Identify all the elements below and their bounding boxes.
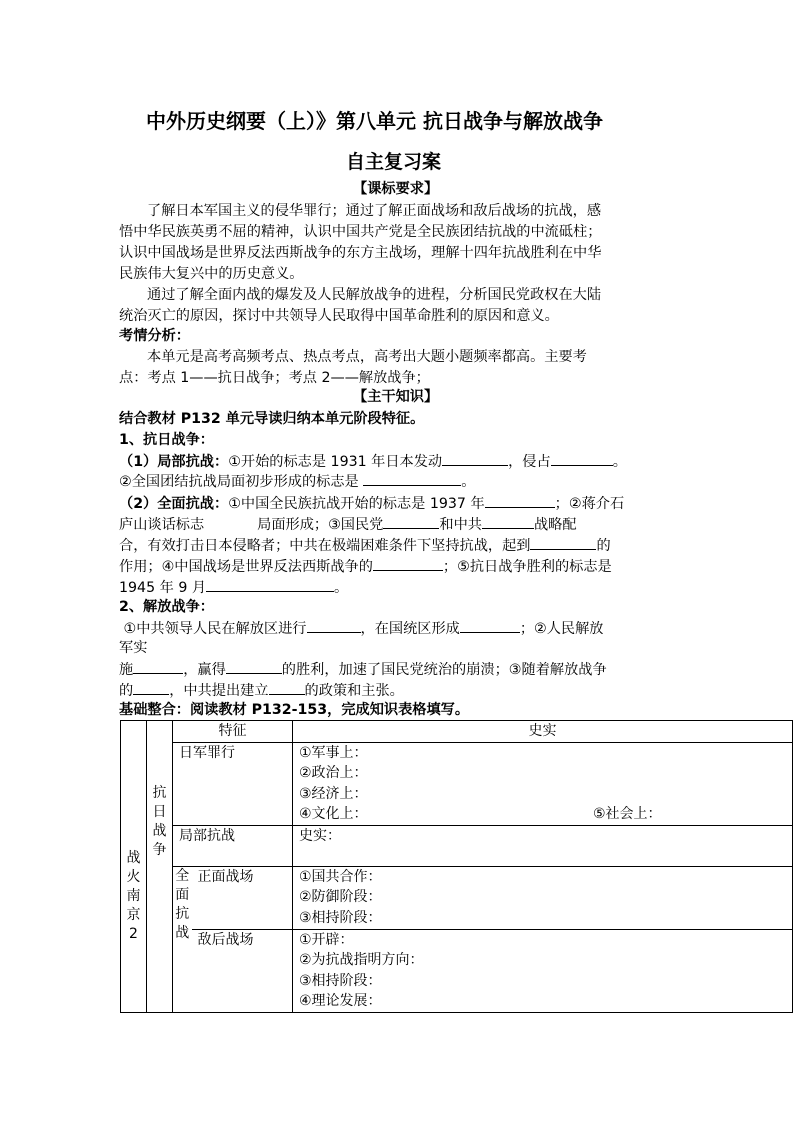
part1a-label: （1）局部抗战： <box>119 454 229 470</box>
table-header-facts: 史实 <box>293 721 793 743</box>
blank[interactable] <box>485 493 555 508</box>
section-heading-knowledge: 【主干知识】 <box>353 389 439 405</box>
blank[interactable] <box>307 618 361 633</box>
blank[interactable] <box>460 618 520 633</box>
blank[interactable] <box>133 659 183 674</box>
table-col-war: 抗 日 战 争 <box>147 742 173 1012</box>
blank[interactable] <box>482 514 534 529</box>
part1a-line-2: ②全国团结抗战局面初步形成的标志是 。 <box>119 471 475 493</box>
blank[interactable] <box>530 535 596 550</box>
table-header-feature: 特征 <box>173 721 293 743</box>
section-heading-standards: 【课标要求】 <box>353 181 439 197</box>
table-col-battle: 战 火 南 京 2 <box>121 721 147 1013</box>
standards-line-2: 悟中华民族英勇不屈的精神，认识中国共产党是全民族团结抗战的中流砥柱； <box>119 224 602 240</box>
part1b-line-5: 1945 年 9 月 。 <box>119 577 348 599</box>
table-cell-local: 史实： <box>293 825 793 866</box>
table-cell-front: ①国共合作： ②防御阶段： ③相持阶段： <box>293 866 793 929</box>
part2-heading: 2、解放战争： <box>119 599 214 615</box>
blank[interactable] <box>226 659 282 674</box>
part1a-line: （1）局部抗战：①开始的标志是 1931 年日本发动 ，侵占 。 <box>119 451 627 473</box>
table-label-front: 正面战场 <box>192 866 293 929</box>
standards-line-4: 民族伟大复兴中的历史意义。 <box>119 266 304 282</box>
table-label-local: 局部抗战 <box>173 825 293 866</box>
blank[interactable] <box>133 680 169 695</box>
table-col-full: 全 面 抗 战 <box>173 866 192 1012</box>
blank[interactable] <box>383 514 439 529</box>
standards-line-3: 认识中国战场是世界反法西斯战争的东方主战场，理解十四年抗战胜利在中华 <box>119 245 602 261</box>
page-title: 中外历史纲要（上）》第八单元 抗日战争与解放战争 <box>146 109 603 133</box>
table-cell-crimes: ①军事上： ②政治上： ③经济上： ④文化上： ⑤社会上： <box>293 742 793 825</box>
standards-line-1: 了解日本军国主义的侵华罪行；通过了解正面战场和敌后战场的抗战，感 <box>147 203 602 219</box>
table-cell-rear: ①开辟： ②为抗战指明方向： ③相持阶段： ④理论发展： <box>293 929 793 1012</box>
blank[interactable] <box>442 451 508 466</box>
blank[interactable] <box>206 577 334 592</box>
analysis-line-2: 点：考点 1——抗日战争；考点 2——解放战争； <box>119 370 430 386</box>
standards-line-5: 通过了解全面内战的爆发及人民解放战争的进程，分析国民党政权在大陆 <box>147 287 602 303</box>
part1b-line-3: 合，有效打击日本侵略者；中共在极端困难条件下坚持抗战，起到 的 <box>119 535 611 557</box>
table-blank-cell <box>147 721 173 743</box>
part1b-line-4: 作用；④中国战场是世界反法西斯战争的 ；⑤抗日战争胜利的标志是 <box>119 556 612 578</box>
knowledge-table <box>120 720 793 1013</box>
blank[interactable] <box>269 680 305 695</box>
table-label-crimes: 日军罪行 <box>173 742 293 825</box>
page-subtitle: 自主复习案 <box>346 151 442 173</box>
table-label-rear: 敌后战场 <box>192 929 293 1012</box>
part2-line-4: 的 ，中共提出建立 的政策和主张。 <box>119 680 404 702</box>
blank[interactable] <box>551 451 613 466</box>
analysis-heading: 考情分析： <box>119 328 190 344</box>
part2-line-3: 施 ，赢得 的胜利，加速了国民党统治的崩溃；③随着解放战争 <box>119 659 607 681</box>
part1b-label: （2）全面抗战： <box>119 496 229 512</box>
knowledge-intro: 结合教材 P132 单元导读归纳本单元阶段特征。 <box>119 411 425 427</box>
part1-heading: 1、抗日战争： <box>119 432 214 448</box>
part1b-line-2: 庐山谈话标志 局面形成；③国民党 和中共 战略配 <box>119 514 577 536</box>
standards-line-6: 统治灭亡的原因，探讨中共领导人民取得中国革命胜利的原因和意义。 <box>119 308 559 324</box>
base-integration: 基础整合：阅读教材 P132-153，完成知识表格填写。 <box>119 702 470 718</box>
part2-line-2: 军实 <box>119 640 148 656</box>
part2-line-1: ①中共领导人民在解放区进行 ，在国统区形成 ；②人民解放 <box>119 618 604 640</box>
part1b-line-1: （2）全面抗战：①中国全民族抗战开始的标志是 1937 年 ；②蒋介石 <box>119 493 624 515</box>
blank[interactable] <box>373 556 443 571</box>
analysis-line-1: 本单元是高考高频考点、热点考点，高考出大题小题频率都高。主要考 <box>147 349 587 365</box>
blank[interactable] <box>363 471 461 486</box>
